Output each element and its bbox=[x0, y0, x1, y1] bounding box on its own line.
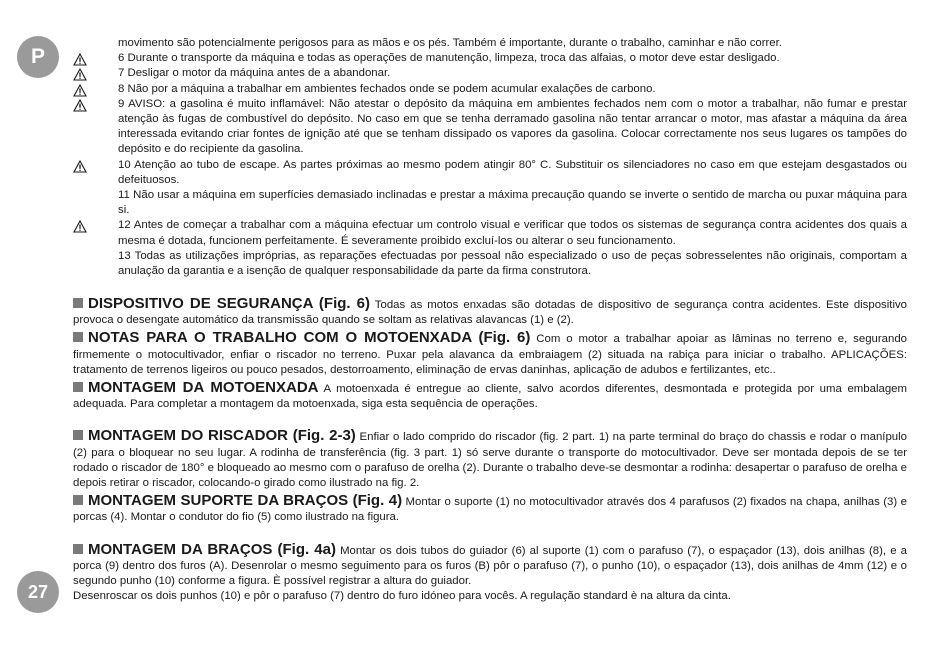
section-handlebar-extra bbox=[73, 589, 907, 604]
warning-item bbox=[73, 249, 907, 279]
warning-item bbox=[73, 82, 907, 97]
warning-item bbox=[73, 158, 907, 188]
warning-text: 8 Não por a máquina a trabalhar em ambientes fechados onde se podem acumular exalações de carbono. bbox=[118, 82, 656, 95]
warning-text: 13 Todas as utilizações impróprias, as reparações efectuadas por pessoal não especializado o uso de peças sobresselentes não originais, comportam a anulação da garantia e a isenção de qualquer responsabilidade da parte da firma construtora. bbox=[118, 249, 907, 278]
section-ridger-assembly bbox=[73, 428, 907, 491]
square-bullet-icon bbox=[73, 332, 83, 342]
section-safety-device bbox=[73, 296, 907, 328]
square-bullet-icon bbox=[73, 298, 83, 308]
warning-triangle-icon bbox=[73, 53, 87, 66]
page-number: 27 bbox=[17, 571, 59, 613]
warning-triangle-icon bbox=[73, 160, 87, 173]
section-heading: MONTAGEM SUPORTE DA BRAÇOS (Fig. 4) bbox=[88, 492, 403, 510]
language-badge: P bbox=[17, 36, 59, 78]
warning-item bbox=[73, 51, 907, 66]
warning-text: 9 AVISO: a gasolina é muito inflamável: Não atestar o depósito da máquina em ambientes fechados nem com o motor a trabalhar, não fumar e prestar atenção às fugas de combustível do depósito. No caso em que se tenha derramado gasolina não tentar arrancar o motor, mas afastar a máquina da área interessada evitando criar fontes de ignição até que se tenham dissipado os vapores da gasolina. Colocar correctamente nos seus lugares os tampões do depósito e do recipiente da gasolina. bbox=[118, 97, 907, 156]
warning-text: 7 Desligar o motor da máquina antes de a abandonar. bbox=[118, 67, 391, 80]
section-heading: NOTAS PARA O TRABALHO COM O MOTOENXADA (Fig. 6) bbox=[88, 329, 531, 347]
section-body: Com o motor a trabalhar apoiar as lâminas no terreno e, segurando firmemente o motocultivador, enfiar o riscador no terreno. Puxar pela alavanca da embraiagem (2) situada na rabiça para iniciar o trabalho. APLICAÇÕES: tratamento de terrenos ligeiros ou pouco pesados, destorroamento, eliminação de ervas daninhas, aplicação de adubos e fertilizantes, etc.. bbox=[73, 333, 907, 376]
warning-text: 10 Atenção ao tubo de escape. As partes próximas ao mesmo podem atingir 80° C. Substituir os silenciadores no caso em que estejam desgastados ou defeituosos. bbox=[118, 158, 907, 186]
square-bullet-icon bbox=[73, 430, 83, 440]
warning-item bbox=[73, 218, 907, 248]
warning-triangle-icon bbox=[73, 84, 87, 97]
section-support-assembly bbox=[73, 493, 907, 525]
section-body: Enfiar o lado comprido do riscador (fig. 2 part. 1) na parte terminal do braço do chassis e rodar o manípulo (2) para o bloquear no seu lugar. A rodinha de transferência (fig. 3 part. 1) só serve durante o transporte do motocultivador. Deve ser montada depois de se ter rodado o riscador de 180° e bloqueado ao mesmo com o parafuso de orelha (2). Durante o trabalho deve-se desmontar a rodinha: desapertar o parafuso de orelha e depois retirar o riscador, colocando-o girado como ilustrado na fig. 2. bbox=[73, 431, 908, 490]
section-heading: MONTAGEM DA BRAÇOS (Fig. 4a) bbox=[88, 540, 336, 558]
section-work-notes bbox=[73, 330, 907, 378]
section-body: A motoenxada é entregue ao cliente, salvo acordos diferentes, desmontada e protegida por uma embalagem adequada. Para completar a montagem da motoenxada, siga esta sequência de operações. bbox=[73, 383, 907, 411]
warning-item bbox=[73, 188, 907, 218]
warning-text: 6 Durante o transporte da máquina e todas as operações de manutenção, limpeza, troca das alfaias, o motor deve estar desligado. bbox=[118, 52, 780, 65]
square-bullet-icon bbox=[73, 495, 83, 505]
warning-text: 11 Não usar a máquina em superfícies demasiado inclinadas e prestar a máxima precaução quando se inverte o sentido de marcha ou puxar máquina para si. bbox=[118, 189, 907, 217]
section-heading: MONTAGEM DA MOTOENXADA bbox=[88, 379, 319, 397]
safety-warnings bbox=[73, 36, 907, 279]
square-bullet-icon bbox=[73, 382, 83, 392]
square-bullet-icon bbox=[73, 544, 83, 554]
section-body: Montar o suporte (1) no motocultivador através dos 4 parafusos (2) fixados na chapa, anilhas (3) e porcas (4). Montar o condutor do fio (5) como ilustrado na figura. bbox=[73, 496, 907, 524]
assembly-sections bbox=[73, 296, 907, 604]
section-heading: MONTAGEM DO RISCADOR (Fig. 2-3) bbox=[88, 427, 356, 445]
section-body: Montar os dois tubos do guiador (6) al suporte (1) com o parafuso (7), o espaçador (13), dois anilhas (8), e a porca (9) dentro dos furos (A). Desenrolar o mesmo seguimento para os furos (B) pôr o parafuso (7), o punho (10), o espaçador (13), dois anilhas de 4mm (12) e o segundo punho (10) conforme a figura. È possível registrar a altura do guiador. bbox=[73, 544, 907, 588]
warning-triangle-icon bbox=[73, 68, 87, 81]
warning-item bbox=[73, 66, 907, 81]
warning-triangle-icon bbox=[73, 220, 87, 233]
warning-text: 12 Antes de começar a trabalhar com a máquina efectuar um controlo visual e verificar que todos os sistemas de segurança contra acidentes dos quais a mesma é dotada, funcionem perfeitamente. É severamente proibido excluí-los ou alterar o seu funcionamento. bbox=[118, 219, 907, 247]
warning-triangle-icon bbox=[73, 99, 87, 112]
section-body: Desenroscar os dois punhos (10) e pôr o parafuso (7) dentro do furo idóneo para vocês. A regulação standard è na altura da cinta. bbox=[73, 590, 731, 603]
warning-item bbox=[73, 97, 907, 158]
section-handlebar-assembly bbox=[73, 542, 907, 590]
section-body: Todas as motos enxadas são dotadas de dispositivo de segurança contra acidentes. Este dispositivo provoca o desengate automático da transmissão quando se soltam as relativas alavancas (1) e (2). bbox=[73, 299, 907, 327]
section-heading: DISPOSITIVO DE SEGURANÇA (Fig. 6) bbox=[88, 295, 370, 312]
warning-text: movimento são potencialmente perigosos para as mãos e os pés. Também é importante, durante o trabalho, caminhar e não correr. bbox=[118, 37, 782, 49]
warning-item bbox=[73, 36, 907, 51]
section-tiller-assembly bbox=[73, 380, 907, 412]
